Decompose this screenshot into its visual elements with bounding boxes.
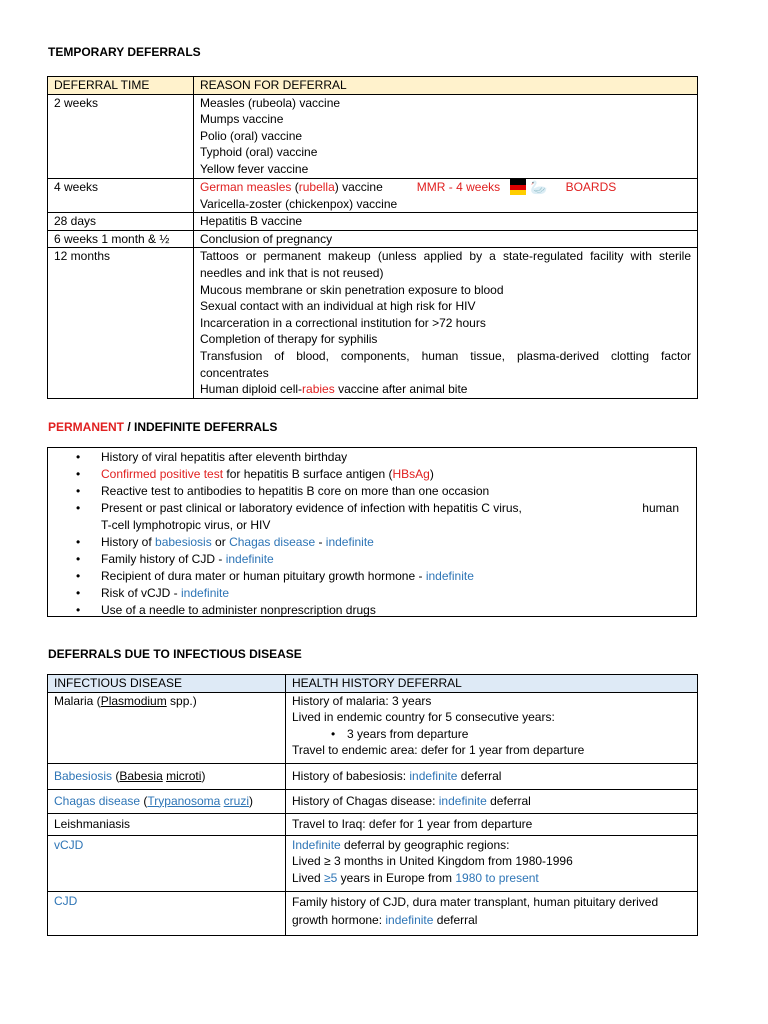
deferral-time-cell: 6 weeks 1 month & ½ — [48, 230, 194, 248]
list-item: • Confirmed positive test for hepatitis B surface antigen (HBsAg) — [101, 466, 696, 483]
disease-cell: CJD — [48, 891, 286, 935]
deferral-time-cell: 2 weeks — [48, 94, 194, 178]
table-row — [48, 763, 698, 789]
table-row — [48, 230, 698, 248]
reason-line: German measles (rubella) vaccine MMR - 4 weeks 🦢 BOARDS — [200, 179, 617, 196]
list-item: • Recipient of dura mater or human pituitary growth hormone - indefinite — [101, 568, 696, 585]
list-item: • Risk of vCJD - indefinite — [101, 585, 696, 602]
infectious-deferrals-heading: DEFERRALS DUE TO INFECTIOUS DISEASE — [48, 647, 302, 661]
table-row — [48, 692, 698, 763]
deferral-cell: Indefinite deferral by geographic regions: Lived ≥ 3 months in United Kingdom from 1980-1996 Lived ≥5 years in Europe from 1980 to present — [286, 835, 698, 891]
reason-line: Varicella-zoster (chickenpox) vaccine — [200, 196, 398, 211]
reason-line: Typhoid (oral) vaccine — [200, 145, 318, 160]
list-item: • Family history of CJD - indefinite — [101, 551, 696, 568]
reason-header: REASON FOR DEFERRAL — [194, 77, 698, 95]
list-item: • Use of a needle to administer nonprescription drugs — [101, 602, 696, 619]
rabies-text: rabies — [302, 382, 335, 397]
deferral-time-cell: 28 days — [48, 213, 194, 231]
deferral-cell: History of babesiosis: indefinite deferral — [286, 763, 698, 789]
reason-line: Transfusion of blood, components, human tissue, plasma-derived clotting factor concentrates — [200, 349, 691, 380]
table-row — [48, 835, 698, 891]
list-item: • History of babesiosis or Chagas disease - indefinite — [101, 534, 696, 551]
reason-cell — [194, 248, 698, 398]
disease-cell: Chagas disease (Trypanosoma cruzi) — [48, 789, 286, 814]
table-row — [48, 891, 698, 935]
table-row — [48, 814, 698, 836]
list-item: • Present or past clinical or laboratory evidence of infection with hepatitis C virus, human T-cell lymphotropic virus, or HIV — [101, 500, 696, 534]
boards-note: BOARDS — [565, 179, 617, 194]
disease-cell: Malaria (Plasmodium spp.) — [48, 692, 286, 763]
list-item: • Reactive test to antibodies to hepatitis B core on more than one occasion — [101, 483, 696, 500]
disease-cell: Babesiosis (Babesia microti) — [48, 763, 286, 789]
reason-line: Polio (oral) vaccine — [200, 128, 303, 143]
reason-line: Completion of therapy for syphilis — [200, 332, 378, 347]
reason-line: Yellow fever vaccine — [200, 161, 309, 176]
reason-cell — [194, 178, 698, 213]
deferral-cell: History of malaria: 3 years Lived in endemic country for 5 consecutive years: • 3 years from departure Travel to endemic area: defer for 1 year from departure — [286, 692, 698, 763]
permanent-deferrals-box — [47, 447, 697, 617]
disease-cell: vCJD — [48, 835, 286, 891]
list-item: • History of viral hepatitis after eleventh birthday — [101, 449, 696, 466]
reason-line: Tattoos or permanent makeup (unless applied by a state-regulated facility with sterile needles and ink that is not reused) — [200, 249, 691, 281]
temporary-deferrals-table — [47, 76, 698, 399]
disease-cell: Leishmaniasis — [48, 814, 286, 836]
temporary-deferrals-heading: TEMPORARY DEFERRALS — [48, 45, 201, 59]
reason-cell: Conclusion of pregnancy — [194, 230, 698, 248]
reason-line: Human diploid cell-rabies vaccine after animal bite — [200, 382, 468, 397]
table-row — [48, 789, 698, 814]
deferral-cell: History of Chagas disease: indefinite deferral — [286, 789, 698, 814]
deferral-time-header: DEFERRAL TIME — [48, 77, 194, 95]
reason-line: Mucous membrane or skin penetration exposure to blood — [200, 282, 504, 297]
deferral-time-cell: 4 weeks — [48, 178, 194, 213]
reason-line: Sexual contact with an individual at high risk for HIV — [200, 299, 476, 314]
infectious-disease-table — [47, 674, 698, 936]
reason-line: Incarceration in a correctional institution for >72 hours — [200, 315, 486, 330]
deferral-time-cell: 12 months — [48, 248, 194, 398]
german-measles-text: German measles — [200, 179, 292, 194]
table-row — [48, 94, 698, 178]
german-flag-icon — [510, 179, 526, 195]
infectious-disease-header: INFECTIOUS DISEASE — [48, 675, 286, 693]
table-header-row — [48, 77, 698, 95]
reason-line: Mumps vaccine — [200, 112, 284, 127]
table-row — [48, 213, 698, 231]
deferral-cell: Travel to Iraq: defer for 1 year from departure — [286, 814, 698, 836]
permanent-deferrals-heading: PERMANENT / INDEFINITE DEFERRALS — [48, 420, 278, 434]
health-history-header: HEALTH HISTORY DEFERRAL — [286, 675, 698, 693]
table-header-row — [48, 675, 698, 693]
permanent-deferrals-list — [48, 448, 696, 619]
deferral-cell: Family history of CJD, dura mater transplant, human pituitary derived growth hormone: indefinite deferral — [286, 891, 698, 935]
rubella-text: rubella — [298, 179, 335, 194]
reason-cell: Hepatitis B vaccine — [194, 213, 698, 231]
table-row — [48, 178, 698, 213]
mmr-note: MMR - 4 weeks — [416, 179, 501, 194]
list-item: • 3 years from departure — [347, 726, 691, 743]
reason-cell — [194, 94, 698, 178]
reason-line: Measles (rubeola) vaccine — [200, 95, 341, 110]
swan-icon: 🦢 — [530, 179, 548, 196]
table-row — [48, 248, 698, 398]
